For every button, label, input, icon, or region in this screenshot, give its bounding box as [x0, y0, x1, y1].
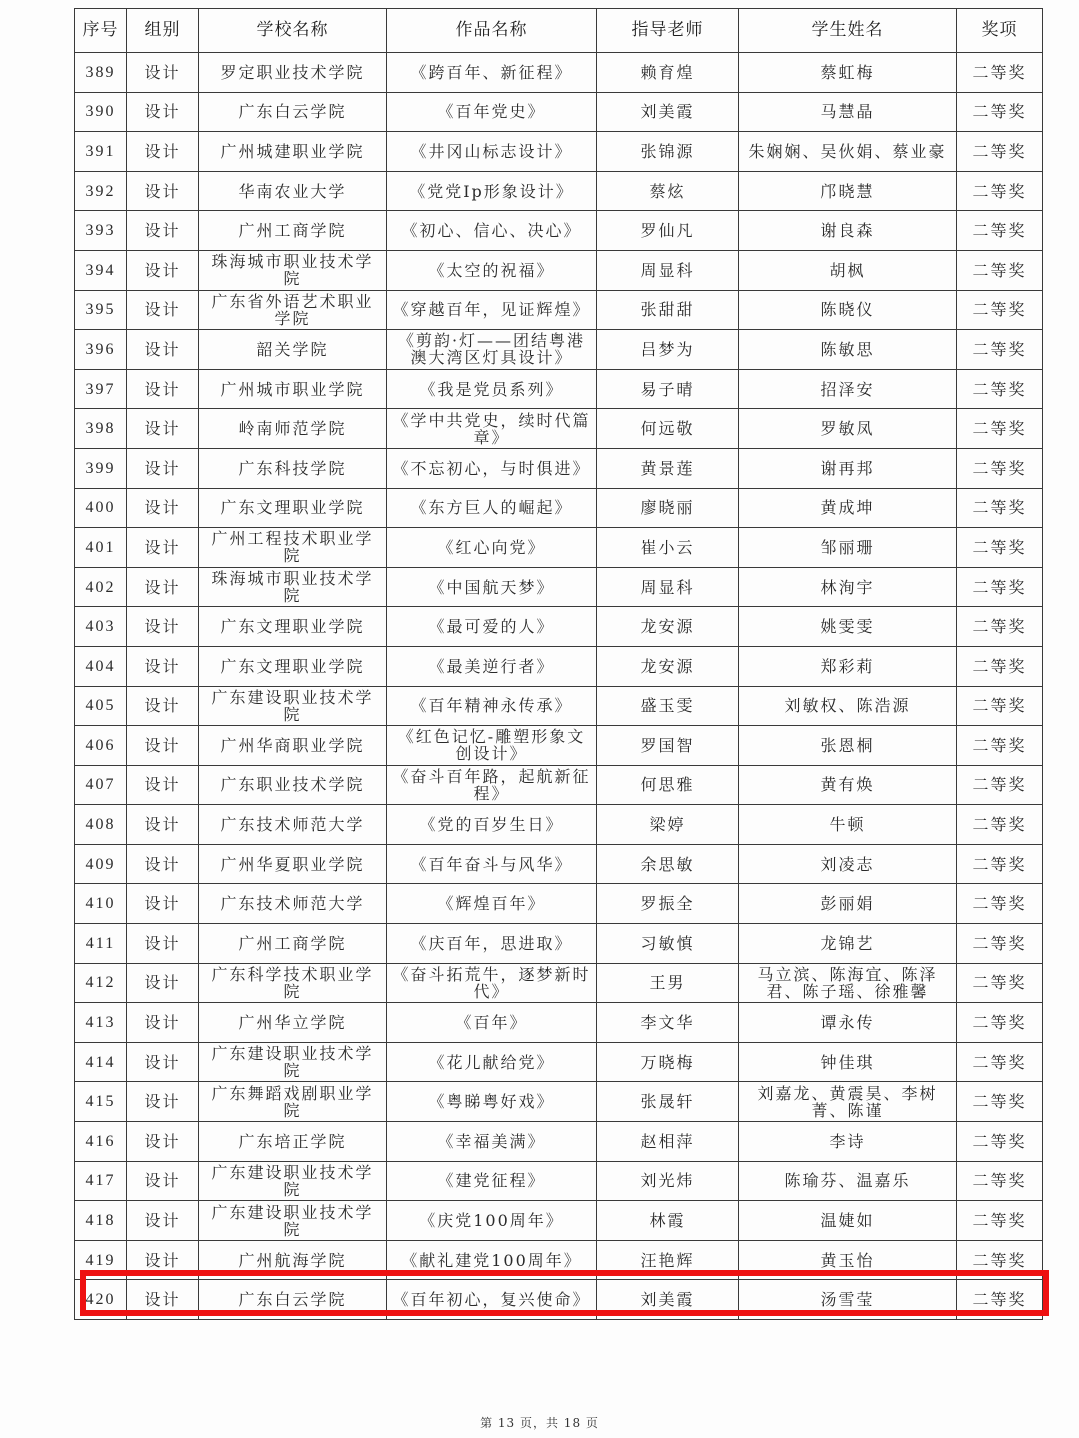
- cell-teacher: 罗振全: [597, 884, 739, 924]
- cell-students: 汤雪莹: [739, 1280, 957, 1320]
- cell-teacher: 万晓梅: [597, 1042, 739, 1082]
- cell-group: 设计: [127, 646, 199, 686]
- table-row: [75, 1042, 1043, 1082]
- header-teacher: 指导老师: [597, 9, 739, 53]
- cell-teacher: 龙安源: [597, 646, 739, 686]
- cell-award: 二等奖: [957, 1082, 1043, 1122]
- cell-school: 广东科学技术职业学院: [199, 963, 387, 1003]
- cell-group: 设计: [127, 726, 199, 766]
- cell-school: 广东建设职业技术学院: [199, 1042, 387, 1082]
- cell-award: 二等奖: [957, 844, 1043, 884]
- cell-group: 设计: [127, 884, 199, 924]
- cell-work: 《花儿献给党》: [387, 1042, 597, 1082]
- cell-award: 二等奖: [957, 1240, 1043, 1280]
- cell-teacher: 何远敬: [597, 409, 739, 449]
- cell-group: 设计: [127, 528, 199, 568]
- cell-group: 设计: [127, 369, 199, 409]
- cell-award: 二等奖: [957, 211, 1043, 251]
- cell-students: 邝晓慧: [739, 171, 957, 211]
- cell-number: 400: [75, 488, 127, 528]
- cell-teacher: 赵相萍: [597, 1122, 739, 1162]
- cell-number: 405: [75, 686, 127, 726]
- cell-teacher: 盛玉雯: [597, 686, 739, 726]
- cell-school: 广州航海学院: [199, 1240, 387, 1280]
- cell-number: 390: [75, 92, 127, 132]
- cell-award: 二等奖: [957, 765, 1043, 805]
- table-row: [75, 884, 1043, 924]
- cell-group: 设计: [127, 1082, 199, 1122]
- cell-students: 邹丽珊: [739, 528, 957, 568]
- cell-teacher: 王男: [597, 963, 739, 1003]
- cell-students: 陈晓仪: [739, 290, 957, 330]
- cell-number: 414: [75, 1042, 127, 1082]
- cell-number: 397: [75, 369, 127, 409]
- cell-school: 广东培正学院: [199, 1122, 387, 1162]
- cell-work: 《建党征程》: [387, 1161, 597, 1201]
- cell-award: 二等奖: [957, 1003, 1043, 1043]
- cell-teacher: 黄景莲: [597, 448, 739, 488]
- header-award: 奖项: [957, 9, 1043, 53]
- cell-group: 设计: [127, 1161, 199, 1201]
- cell-students: 姚雯雯: [739, 607, 957, 647]
- table-row: [75, 646, 1043, 686]
- cell-students: 牛顿: [739, 805, 957, 845]
- cell-students: 招泽安: [739, 369, 957, 409]
- cell-group: 设计: [127, 765, 199, 805]
- cell-award: 二等奖: [957, 805, 1043, 845]
- cell-group: 设计: [127, 686, 199, 726]
- cell-school: 广东省外语艺术职业学院: [199, 290, 387, 330]
- header-school: 学校名称: [199, 9, 387, 53]
- cell-work: 《奋斗拓荒牛，逐梦新时代》: [387, 963, 597, 1003]
- table-row: [75, 924, 1043, 964]
- cell-work: 《不忘初心，与时俱进》: [387, 448, 597, 488]
- cell-students: 刘敏权、陈浩源: [739, 686, 957, 726]
- cell-number: 416: [75, 1122, 127, 1162]
- cell-teacher: 张甜甜: [597, 290, 739, 330]
- cell-students: 郑彩莉: [739, 646, 957, 686]
- table-row: [75, 92, 1043, 132]
- cell-school: 广州华夏职业学院: [199, 844, 387, 884]
- table-row: [75, 567, 1043, 607]
- cell-award: 二等奖: [957, 92, 1043, 132]
- table-row: [75, 528, 1043, 568]
- cell-school: 广州华立学院: [199, 1003, 387, 1043]
- cell-group: 设计: [127, 211, 199, 251]
- cell-students: 温婕如: [739, 1201, 957, 1241]
- cell-teacher: 易子晴: [597, 369, 739, 409]
- table-row: [75, 290, 1043, 330]
- cell-teacher: 廖晓丽: [597, 488, 739, 528]
- table-row: [75, 1161, 1043, 1201]
- cell-teacher: 习敏慎: [597, 924, 739, 964]
- cell-award: 二等奖: [957, 726, 1043, 766]
- cell-group: 设计: [127, 171, 199, 211]
- cell-number: 413: [75, 1003, 127, 1043]
- cell-school: 广州工商学院: [199, 211, 387, 251]
- cell-work: 《党党Ip形象设计》: [387, 171, 597, 211]
- cell-award: 二等奖: [957, 686, 1043, 726]
- cell-work: 《粤睇粤好戏》: [387, 1082, 597, 1122]
- cell-award: 二等奖: [957, 567, 1043, 607]
- cell-award: 二等奖: [957, 924, 1043, 964]
- cell-number: 412: [75, 963, 127, 1003]
- cell-group: 设计: [127, 963, 199, 1003]
- cell-school: 罗定职业技术学院: [199, 53, 387, 93]
- page-footer: 第 13 页，共 18 页: [480, 1416, 599, 1430]
- cell-award: 二等奖: [957, 132, 1043, 172]
- cell-number: 408: [75, 805, 127, 845]
- cell-work: 《幸福美满》: [387, 1122, 597, 1162]
- table-row: [75, 211, 1043, 251]
- cell-students: 马慧晶: [739, 92, 957, 132]
- cell-school: 广东技术师范大学: [199, 805, 387, 845]
- cell-award: 二等奖: [957, 1161, 1043, 1201]
- cell-number: 411: [75, 924, 127, 964]
- cell-work: 《党的百岁生日》: [387, 805, 597, 845]
- cell-award: 二等奖: [957, 646, 1043, 686]
- cell-school: 广东建设职业技术学院: [199, 1161, 387, 1201]
- cell-teacher: 何思雅: [597, 765, 739, 805]
- cell-teacher: 吕梦为: [597, 330, 739, 370]
- cell-school: 广东技术师范大学: [199, 884, 387, 924]
- cell-students: 谭永传: [739, 1003, 957, 1043]
- cell-work: 《奋斗百年路，起航新征程》: [387, 765, 597, 805]
- table-row: [75, 844, 1043, 884]
- table-row: [75, 448, 1043, 488]
- cell-number: 415: [75, 1082, 127, 1122]
- cell-award: 二等奖: [957, 330, 1043, 370]
- cell-number: 398: [75, 409, 127, 449]
- table-row: [75, 488, 1043, 528]
- cell-number: 406: [75, 726, 127, 766]
- cell-number: 409: [75, 844, 127, 884]
- cell-group: 设计: [127, 844, 199, 884]
- cell-students: 黄玉怡: [739, 1240, 957, 1280]
- cell-teacher: 张晟轩: [597, 1082, 739, 1122]
- cell-students: 龙锦艺: [739, 924, 957, 964]
- cell-school: 广东建设职业技术学院: [199, 1201, 387, 1241]
- cell-number: 418: [75, 1201, 127, 1241]
- cell-number: 402: [75, 567, 127, 607]
- cell-work: 《辉煌百年》: [387, 884, 597, 924]
- table-row: [75, 409, 1043, 449]
- cell-students: 陈瑜芬、温嘉乐: [739, 1161, 957, 1201]
- cell-students: 马立滨、陈海宜、陈泽君、陈子瑶、徐雅馨: [739, 963, 957, 1003]
- cell-group: 设计: [127, 448, 199, 488]
- cell-school: 珠海城市职业技术学院: [199, 250, 387, 290]
- cell-students: 黄成坤: [739, 488, 957, 528]
- cell-award: 二等奖: [957, 884, 1043, 924]
- cell-award: 二等奖: [957, 250, 1043, 290]
- cell-teacher: 汪艳辉: [597, 1240, 739, 1280]
- table-row: [75, 330, 1043, 370]
- cell-students: 钟佳琪: [739, 1042, 957, 1082]
- cell-work: 《太空的祝福》: [387, 250, 597, 290]
- cell-award: 二等奖: [957, 171, 1043, 211]
- cell-group: 设计: [127, 1122, 199, 1162]
- cell-teacher: 刘美霞: [597, 92, 739, 132]
- cell-group: 设计: [127, 1003, 199, 1043]
- cell-group: 设计: [127, 805, 199, 845]
- cell-teacher: 梁婷: [597, 805, 739, 845]
- cell-work: 《穿越百年，见证辉煌》: [387, 290, 597, 330]
- cell-school: 广东文理职业学院: [199, 607, 387, 647]
- cell-school: 广州城市职业学院: [199, 369, 387, 409]
- cell-students: 朱娴娴、吴伙娟、蔡业豪: [739, 132, 957, 172]
- cell-number: 420: [75, 1280, 127, 1320]
- cell-work: 《剪韵·灯——团结粤港澳大湾区灯具设计》: [387, 330, 597, 370]
- table-row: [75, 53, 1043, 93]
- cell-work: 《最可爱的人》: [387, 607, 597, 647]
- cell-school: 广州工商学院: [199, 924, 387, 964]
- cell-group: 设计: [127, 92, 199, 132]
- cell-work: 《庆党100周年》: [387, 1201, 597, 1241]
- cell-school: 广东建设职业技术学院: [199, 686, 387, 726]
- cell-number: 407: [75, 765, 127, 805]
- cell-group: 设计: [127, 250, 199, 290]
- cell-teacher: 赖育煌: [597, 53, 739, 93]
- cell-number: 419: [75, 1240, 127, 1280]
- cell-school: 广州华商职业学院: [199, 726, 387, 766]
- table-row: [75, 765, 1043, 805]
- cell-number: 399: [75, 448, 127, 488]
- cell-school: 广东白云学院: [199, 92, 387, 132]
- cell-students: 谢良森: [739, 211, 957, 251]
- cell-work: 《学中共党史，续时代篇章》: [387, 409, 597, 449]
- cell-school: 广东白云学院: [199, 1280, 387, 1320]
- cell-work: 《红心向党》: [387, 528, 597, 568]
- cell-work: 《中国航天梦》: [387, 567, 597, 607]
- cell-school: 韶关学院: [199, 330, 387, 370]
- cell-group: 设计: [127, 1280, 199, 1320]
- cell-students: 陈敏思: [739, 330, 957, 370]
- cell-school: 广州工程技术职业学院: [199, 528, 387, 568]
- table-row: [75, 805, 1043, 845]
- table-row: [75, 963, 1043, 1003]
- cell-number: 392: [75, 171, 127, 211]
- cell-school: 岭南师范学院: [199, 409, 387, 449]
- cell-work: 《百年奋斗与风华》: [387, 844, 597, 884]
- cell-work: 《井冈山标志设计》: [387, 132, 597, 172]
- cell-group: 设计: [127, 924, 199, 964]
- cell-award: 二等奖: [957, 1122, 1043, 1162]
- cell-number: 396: [75, 330, 127, 370]
- cell-number: 395: [75, 290, 127, 330]
- cell-teacher: 龙安源: [597, 607, 739, 647]
- cell-work: 《红色记忆-雕塑形象文创设计》: [387, 726, 597, 766]
- table-row: [75, 1201, 1043, 1241]
- table-row: [75, 607, 1043, 647]
- table-row: [75, 132, 1043, 172]
- cell-work: 《百年初心，复兴使命》: [387, 1280, 597, 1320]
- cell-number: 403: [75, 607, 127, 647]
- cell-school: 广东科技学院: [199, 448, 387, 488]
- cell-award: 二等奖: [957, 290, 1043, 330]
- cell-school: 广东职业技术学院: [199, 765, 387, 805]
- cell-students: 罗敏凤: [739, 409, 957, 449]
- cell-school: 广东舞蹈戏剧职业学院: [199, 1082, 387, 1122]
- header-group: 组别: [127, 9, 199, 53]
- cell-number: 404: [75, 646, 127, 686]
- cell-work: 《初心、信心、决心》: [387, 211, 597, 251]
- table-row: [75, 250, 1043, 290]
- cell-students: 谢再邦: [739, 448, 957, 488]
- cell-award: 二等奖: [957, 369, 1043, 409]
- cell-number: 410: [75, 884, 127, 924]
- cell-students: 胡枫: [739, 250, 957, 290]
- cell-award: 二等奖: [957, 53, 1043, 93]
- cell-students: 林洵宇: [739, 567, 957, 607]
- cell-teacher: 张锦源: [597, 132, 739, 172]
- table-row: [75, 686, 1043, 726]
- cell-number: 389: [75, 53, 127, 93]
- cell-school: 广州城建职业学院: [199, 132, 387, 172]
- cell-group: 设计: [127, 567, 199, 607]
- table-row: [75, 1003, 1043, 1043]
- cell-group: 设计: [127, 1240, 199, 1280]
- cell-teacher: 周显科: [597, 250, 739, 290]
- table-row: [75, 171, 1043, 211]
- cell-award: 二等奖: [957, 963, 1043, 1003]
- cell-students: 蔡虹梅: [739, 53, 957, 93]
- table-row: [75, 1280, 1043, 1320]
- table-body: [75, 53, 1043, 1320]
- cell-award: 二等奖: [957, 607, 1043, 647]
- cell-number: 401: [75, 528, 127, 568]
- cell-award: 二等奖: [957, 1201, 1043, 1241]
- cell-students: 彭丽娟: [739, 884, 957, 924]
- cell-award: 二等奖: [957, 1280, 1043, 1320]
- cell-award: 二等奖: [957, 448, 1043, 488]
- cell-work: 《庆百年，思进取》: [387, 924, 597, 964]
- cell-group: 设计: [127, 290, 199, 330]
- cell-teacher: 李文华: [597, 1003, 739, 1043]
- cell-teacher: 刘光炜: [597, 1161, 739, 1201]
- cell-number: 417: [75, 1161, 127, 1201]
- award-table: [74, 8, 1043, 1320]
- cell-group: 设计: [127, 53, 199, 93]
- cell-work: 《我是党员系列》: [387, 369, 597, 409]
- cell-award: 二等奖: [957, 528, 1043, 568]
- header-work: 作品名称: [387, 9, 597, 53]
- header-number: 序号: [75, 9, 127, 53]
- cell-teacher: 刘美霞: [597, 1280, 739, 1320]
- cell-work: 《百年党史》: [387, 92, 597, 132]
- table-row: [75, 1082, 1043, 1122]
- cell-teacher: 余思敏: [597, 844, 739, 884]
- cell-students: 刘凌志: [739, 844, 957, 884]
- cell-group: 设计: [127, 409, 199, 449]
- table-row: [75, 1122, 1043, 1162]
- cell-teacher: 崔小云: [597, 528, 739, 568]
- cell-school: 广东文理职业学院: [199, 646, 387, 686]
- cell-school: 华南农业大学: [199, 171, 387, 211]
- table-row-highlighted: [75, 1240, 1043, 1280]
- cell-work: 《百年》: [387, 1003, 597, 1043]
- cell-group: 设计: [127, 132, 199, 172]
- cell-award: 二等奖: [957, 488, 1043, 528]
- cell-work: 《百年精神永传承》: [387, 686, 597, 726]
- cell-number: 391: [75, 132, 127, 172]
- cell-number: 393: [75, 211, 127, 251]
- cell-students: 张恩桐: [739, 726, 957, 766]
- cell-students: 李诗: [739, 1122, 957, 1162]
- cell-number: 394: [75, 250, 127, 290]
- table-row: [75, 369, 1043, 409]
- cell-school: 广东文理职业学院: [199, 488, 387, 528]
- cell-students: 黄有焕: [739, 765, 957, 805]
- cell-teacher: 蔡炫: [597, 171, 739, 211]
- cell-work: 《献礼建党100周年》: [387, 1240, 597, 1280]
- cell-teacher: 林霞: [597, 1201, 739, 1241]
- cell-work: 《最美逆行者》: [387, 646, 597, 686]
- cell-group: 设计: [127, 1201, 199, 1241]
- cell-school: 珠海城市职业技术学院: [199, 567, 387, 607]
- cell-award: 二等奖: [957, 1042, 1043, 1082]
- cell-group: 设计: [127, 607, 199, 647]
- cell-work: 《跨百年、新征程》: [387, 53, 597, 93]
- cell-teacher: 周显科: [597, 567, 739, 607]
- cell-students: 刘嘉龙、黄震昊、李树菁、陈谨: [739, 1082, 957, 1122]
- cell-teacher: 罗仙凡: [597, 211, 739, 251]
- cell-award: 二等奖: [957, 409, 1043, 449]
- cell-group: 设计: [127, 488, 199, 528]
- cell-group: 设计: [127, 330, 199, 370]
- table-row: [75, 726, 1043, 766]
- cell-group: 设计: [127, 1042, 199, 1082]
- cell-teacher: 罗国智: [597, 726, 739, 766]
- table-header-row: [75, 9, 1043, 53]
- cell-work: 《东方巨人的崛起》: [387, 488, 597, 528]
- header-students: 学生姓名: [739, 9, 957, 53]
